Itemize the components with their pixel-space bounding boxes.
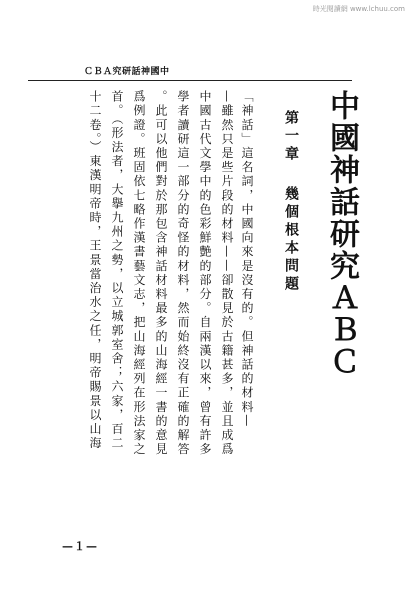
body-column-1: 「神話」這名詞，中國向來是沒有的。但神話的材料— <box>240 90 254 429</box>
body-column-2: —雖然只是些片段的材料——卻散見於古籍甚多，並且成爲 <box>220 90 234 457</box>
chapter-heading <box>281 110 301 294</box>
body-column-6: 爲例證。班固依七略作漢書藝文志，把山海經列在形法家之 <box>132 90 146 457</box>
body-column-7: 首。（形法者，大擧九州之勢，以立城郭室舍；六家，百二 <box>110 90 124 451</box>
chapter-title: 幾個根本問題 <box>283 186 299 294</box>
page-number: —１— <box>62 540 98 553</box>
body-column-3: 中國古代文學中的色彩鮮艶的部分。自兩漢以來，曾有許多 <box>198 90 212 457</box>
chapter-label: 第一章 <box>283 110 299 164</box>
watermark-text: 時光閱讀網 www.lchuu.com <box>312 5 405 13</box>
page-body <box>83 90 363 590</box>
body-column-5: 。此可以他們對於那包含神話材料最多的山海經一書的意見 <box>154 90 168 457</box>
book-title: 中國神話研究ＡＢＣ <box>324 90 359 378</box>
running-header: ＣＢＡ究研話神國中 <box>84 67 170 77</box>
body-column-4: 學者讀研這一部分的奇怪的材料，然而始終沒有正確的解答 <box>176 90 190 457</box>
body-column-8: 十二卷。）東漢明帝時，王景當治水之任，明帝賜景以山海 <box>88 90 102 451</box>
header-rule <box>28 80 352 81</box>
